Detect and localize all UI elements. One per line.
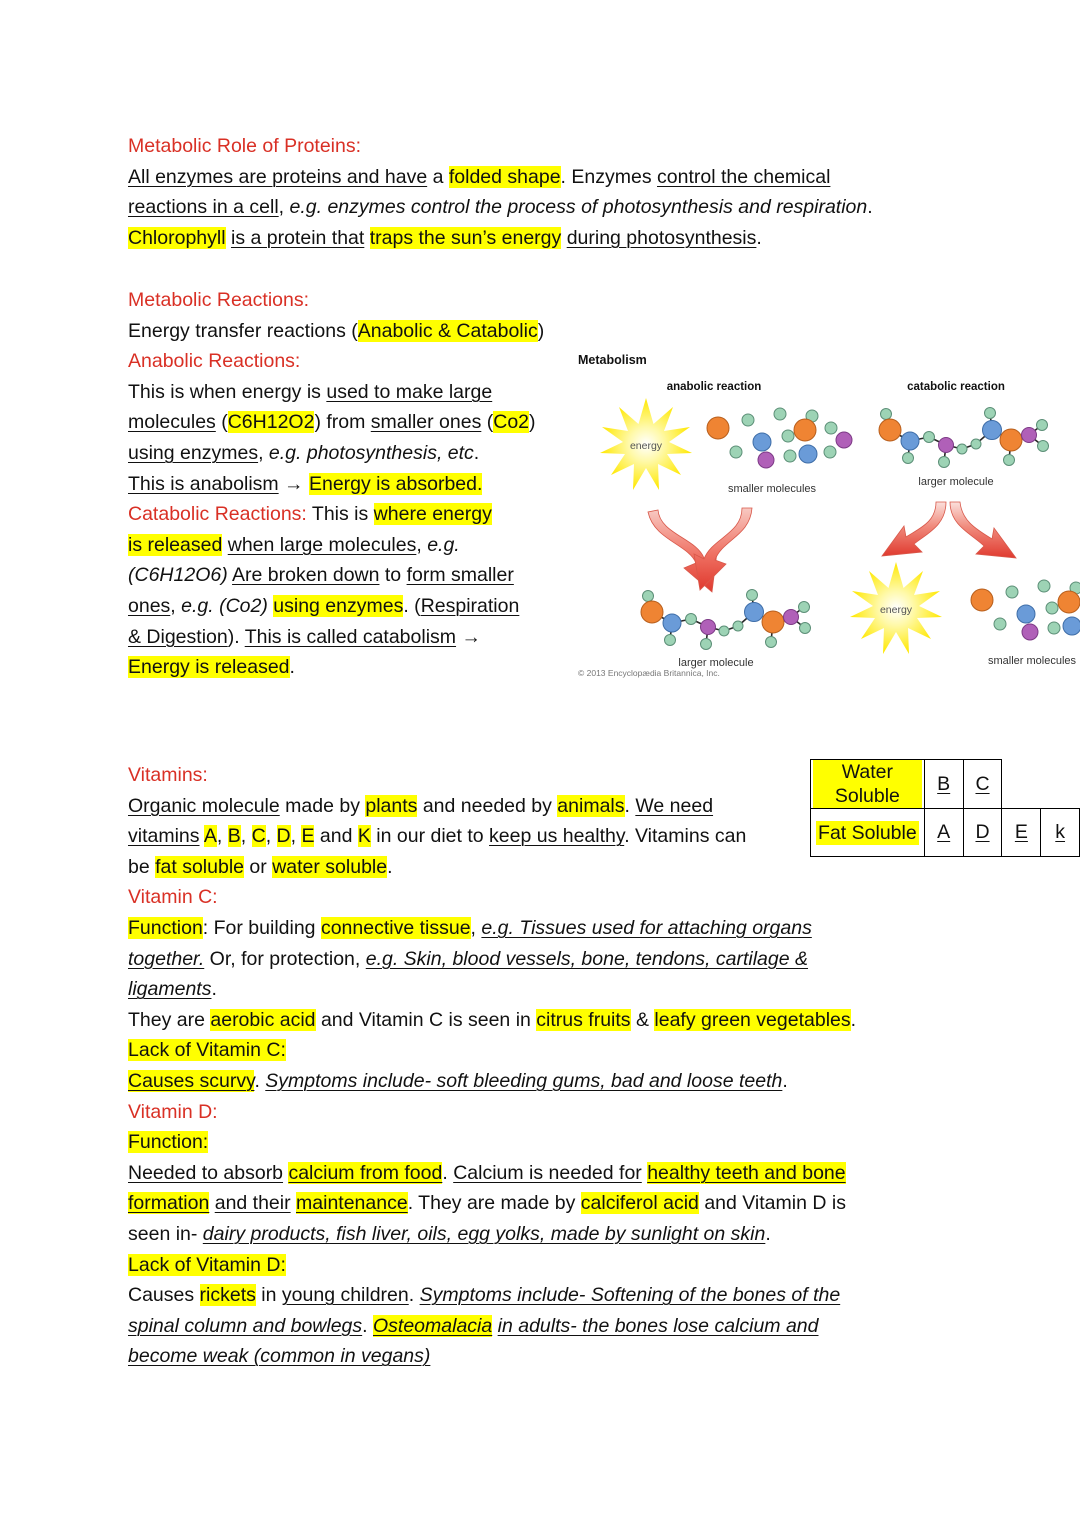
text-run: K [357, 825, 371, 848]
text-run: connective tissue [320, 916, 471, 939]
text-run: . [254, 1069, 266, 1092]
text-run: folded shape [448, 165, 561, 188]
text-run: . Vitamins can [624, 825, 747, 848]
text-run: leafy green vegetables [654, 1008, 851, 1031]
table-cell: A [924, 809, 963, 857]
text-line [128, 791, 856, 822]
text-line [128, 469, 598, 500]
text-run: This is called catabolism [244, 625, 457, 648]
text-run: be [128, 855, 156, 878]
text-run: healthy teeth and bone [647, 1161, 846, 1184]
text-line [128, 1005, 856, 1036]
text-line [128, 1219, 856, 1250]
table-row-label-text: Fat Soluble [818, 821, 917, 844]
text-line [128, 591, 598, 622]
text-run [364, 227, 369, 249]
text-run: plants [365, 794, 418, 817]
text-run: Calcium is needed for [453, 1161, 642, 1184]
text-run: Anabolic & Catabolic [357, 319, 538, 342]
text-run: . [408, 1284, 420, 1307]
text-run: Respiration [420, 594, 520, 617]
text-run: All enzymes are proteins and have [128, 165, 428, 188]
text-line [128, 530, 598, 561]
text-run: (C6H12O6) [128, 564, 228, 587]
text-run: Function: [128, 1131, 209, 1154]
text-run: spinal column and bowlegs [128, 1314, 363, 1337]
text-run: in [255, 1284, 282, 1307]
text-run: Co2 [493, 411, 530, 434]
text-run: . [782, 1069, 788, 1092]
metabolism-diagram [576, 352, 1080, 682]
text-run: Causes [128, 1284, 200, 1307]
text-run: Or, for protection, [204, 947, 366, 970]
text-line [128, 1127, 856, 1158]
text-run: ) [537, 319, 545, 342]
text-run: , [240, 825, 252, 848]
text-run: seen in- [128, 1222, 203, 1245]
section-metabolic-reactions [128, 285, 598, 683]
text-run: reactions in a cell [128, 196, 279, 219]
text-run: form smaller [406, 564, 514, 587]
smaller-molecules-label: smaller molecules [727, 483, 817, 495]
text-run: ( [215, 411, 228, 434]
text-run: and Vitamin D is [698, 1192, 846, 1215]
text-run: Symptoms include- Softening of the bones of the [419, 1284, 841, 1307]
table-row-label-text: Water Soluble [813, 760, 922, 808]
text-line [128, 974, 856, 1005]
vitamin-solubility-table [810, 759, 1080, 857]
text-run: formation [128, 1192, 210, 1215]
text-run: water soluble [272, 855, 388, 878]
text-run: . [362, 1314, 373, 1337]
text-run: used to make large [326, 380, 493, 403]
text-line [128, 821, 856, 852]
heading-vitamins: Vitamins: [128, 764, 208, 786]
text-line [128, 913, 856, 944]
text-line [128, 223, 873, 254]
text-run: . [850, 1008, 857, 1031]
text-run: , [470, 916, 482, 939]
text-run: . [211, 978, 217, 1001]
text-run: B [227, 825, 241, 848]
energy-label: energy [629, 440, 663, 452]
heading-vitamin-c: Vitamin C: [128, 886, 218, 909]
text-run: Osteomalacia [373, 1314, 493, 1337]
text-run: to [379, 564, 407, 587]
text-run: calciferol acid [580, 1192, 699, 1215]
text-run: , [278, 196, 290, 219]
text-run: and needed by [417, 794, 558, 817]
text-run: smaller ones [370, 411, 482, 434]
text-line [128, 407, 598, 438]
text-run: ones [128, 594, 171, 617]
text-run: is released [128, 533, 223, 556]
text-run: E [301, 825, 315, 848]
text-line [128, 162, 873, 193]
text-run: become weak (common in vegans) [128, 1345, 431, 1368]
text-line [128, 560, 598, 591]
text-run: . ( [403, 594, 421, 617]
text-run: in adults- the bones lose calcium and [497, 1314, 819, 1337]
text-run: ligaments [128, 978, 212, 1001]
text-run: → [278, 472, 309, 495]
text-run: and [314, 825, 358, 848]
text-run: ). [227, 625, 245, 648]
heading-vitamin-d: Vitamin D: [128, 1100, 218, 1123]
text-run: , [216, 825, 228, 848]
text-run: Function [128, 916, 203, 939]
text-line [128, 316, 598, 347]
text-line [128, 438, 598, 469]
text-run: a [427, 165, 449, 188]
text-run: e.g. enzymes control the process of photosynthesis and respiration [289, 196, 868, 219]
text-run: ) [529, 411, 536, 434]
text-run: Energy is absorbed. [308, 472, 483, 495]
text-run: Energy transfer reactions ( [128, 319, 358, 342]
text-run: & Digestion [128, 625, 228, 648]
table-cell: D [963, 809, 1002, 857]
heading-metabolic-reactions: Metabolic Reactions: [128, 289, 310, 311]
text-run: in our diet to [370, 825, 490, 848]
text-run: maintenance [296, 1192, 408, 1215]
text-run: animals [557, 794, 625, 817]
table-row-label [811, 809, 925, 857]
table-cell-empty [1002, 760, 1041, 809]
heading-anabolic-reactions: Anabolic Reactions: [128, 350, 301, 373]
text-run: together. [128, 947, 205, 970]
text-run: → [456, 625, 481, 648]
text-run: e.g. [427, 533, 460, 556]
text-run: We need [635, 794, 714, 817]
figure-credit: © 2013 Encyclopædia Britannica, Inc. [578, 668, 720, 678]
text-line [128, 377, 598, 408]
text-run: e.g. Skin, blood vessels, bone, tendons, cartilage & [365, 947, 809, 970]
text-run: during photosynthesis [566, 226, 757, 249]
text-run: : For building [202, 916, 321, 939]
heading-metabolic-role-of-proteins: Metabolic Role of Proteins: [128, 135, 362, 157]
text-run: . [473, 441, 480, 464]
text-line [128, 852, 856, 883]
table-cell: E [1002, 809, 1041, 857]
text-run: C6H12O2 [227, 411, 315, 434]
text-run: e.g. (Co2) [181, 594, 268, 617]
text-line [128, 1066, 856, 1097]
text-run: molecules [128, 411, 216, 434]
text-line [128, 192, 873, 223]
catabolic-reaction-label: catabolic reaction [907, 381, 1005, 393]
text-run: . They are made by [407, 1192, 581, 1215]
text-run: control the chemical [657, 165, 831, 188]
text-run: fat soluble [155, 855, 245, 878]
heading-catabolic-reactions: Catabolic Reactions: [128, 503, 307, 526]
text-run: citrus fruits [536, 1008, 631, 1031]
text-line [128, 1188, 856, 1219]
text-run-group [307, 503, 492, 525]
text-line-catabolic-first [128, 499, 598, 530]
text-run: They are [128, 1008, 211, 1031]
table-cell: B [924, 760, 963, 809]
text-run: where energy [373, 503, 492, 526]
text-run: Needed to absorb [128, 1161, 284, 1184]
text-run: using enzymes [273, 594, 404, 617]
table-row-label [811, 760, 925, 809]
table-cell: C [963, 760, 1002, 809]
text-run: made by [279, 794, 366, 817]
text-line [128, 1250, 856, 1281]
figure-title: Metabolism [578, 353, 647, 367]
text-run: . Enzymes [560, 165, 657, 188]
larger-molecule-label: larger molecule [918, 476, 994, 488]
text-run: and their [214, 1192, 291, 1215]
text-run: Lack of Vitamin C: [128, 1039, 286, 1062]
text-run: . [442, 1161, 454, 1184]
text-line [128, 1035, 856, 1066]
text-run: is a protein that [230, 226, 365, 249]
text-run: . [765, 1222, 771, 1245]
text-run: . [756, 226, 762, 249]
text-run: and Vitamin C is seen in [315, 1008, 537, 1031]
text-run: Are broken down [232, 564, 380, 587]
text-run: . [867, 196, 873, 219]
text-run: Lack of Vitamin D: [128, 1253, 286, 1276]
text-run: , [416, 533, 428, 556]
text-line [128, 622, 598, 653]
text-run: . [387, 855, 393, 878]
anabolic-reaction-label: anabolic reaction [666, 381, 762, 393]
text-run: , [258, 441, 269, 464]
text-run: calcium from food [288, 1161, 443, 1184]
text-run: A [203, 825, 217, 848]
text-run: traps the sun’s energy [369, 226, 562, 249]
text-run: keep us healthy [489, 825, 625, 848]
section-metabolic-role-of-proteins [128, 131, 873, 253]
text-run: Symptoms include- soft bleeding gums, bad and loose teeth [265, 1069, 783, 1092]
text-run: Causes scurvy [128, 1069, 255, 1092]
text-line [128, 944, 856, 975]
text-run: young children [281, 1284, 409, 1307]
table-row [811, 760, 1080, 809]
text-run: Organic molecule [128, 794, 280, 817]
text-run: ( [481, 411, 494, 434]
text-run: . [289, 656, 295, 679]
text-run: aerobic acid [210, 1008, 316, 1031]
larger-molecule-label: larger molecule [678, 657, 754, 669]
text-run: , [170, 594, 182, 617]
text-run: vitamins [128, 825, 200, 848]
text-run: e.g. photosynthesis, etc [268, 441, 474, 464]
text-line [128, 1280, 856, 1311]
text-run: This is when energy is [128, 380, 327, 403]
energy-label: energy [879, 604, 913, 616]
text-line [128, 1341, 856, 1372]
text-line [128, 1158, 856, 1189]
text-run: dairy products, fish liver, oils, egg yolks, made by sunlight on skin [202, 1222, 766, 1245]
table-cell-empty [1041, 760, 1080, 809]
text-run: when large molecules [227, 533, 417, 556]
section-vitamins [128, 760, 856, 1372]
text-run: using enzymes [128, 441, 259, 464]
text-line [128, 652, 598, 683]
text-run: . [624, 794, 636, 817]
text-run: D [276, 825, 291, 848]
text-run: & [630, 1008, 655, 1031]
smaller-molecules-label: smaller molecules [987, 655, 1077, 667]
text-run: This is anabolism [128, 472, 279, 495]
table-row [811, 809, 1080, 857]
text-run: , [265, 825, 277, 848]
text-run: , [290, 825, 302, 848]
text-line [128, 1311, 856, 1342]
text-run: ) from [314, 411, 371, 434]
text-run: or [244, 855, 273, 878]
text-run: e.g. Tissues used for attaching organs [481, 916, 812, 939]
text-run: rickets [199, 1284, 256, 1307]
text-run: Energy is released [128, 656, 290, 679]
table-cell: k [1041, 809, 1080, 857]
text-run: This is [306, 503, 374, 526]
text-run: Chlorophyll [128, 226, 226, 249]
text-run: C [251, 825, 266, 848]
